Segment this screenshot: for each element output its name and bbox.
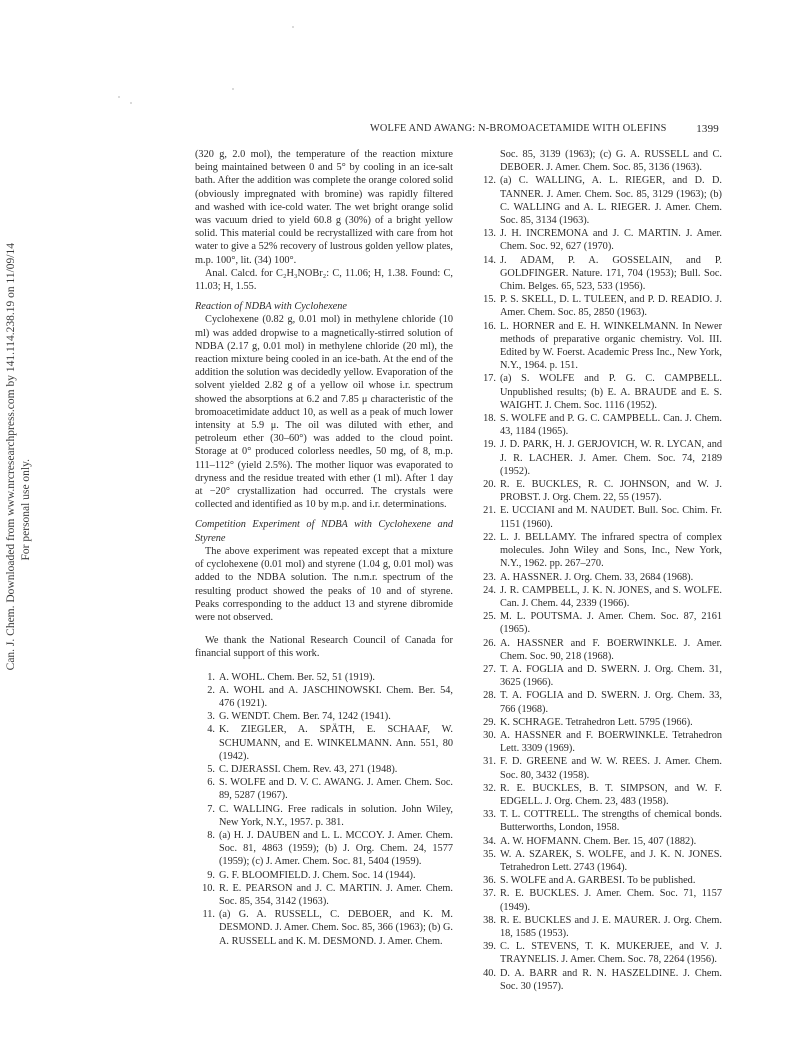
reference-number: 38. bbox=[483, 914, 496, 926]
reference-number: 25. bbox=[483, 611, 496, 623]
reference-entry bbox=[476, 531, 722, 571]
reference-text: W. A. SZAREK, S. WOLFE, and J. K. N. JONES. Tetrahedron Lett. 2743 (1964). bbox=[500, 848, 722, 873]
acknowledgment: We thank the National Research Council of Canada for financial support of this work. bbox=[195, 635, 453, 660]
reference-entry bbox=[476, 571, 722, 584]
reference-entry bbox=[476, 848, 722, 874]
reference-text: R. E. BUCKLES. J. Amer. Chem. Soc. 71, 1157 (1949). bbox=[500, 888, 722, 913]
reference-entry bbox=[476, 940, 722, 966]
reference-number: 35. bbox=[483, 848, 496, 860]
reference-list-right bbox=[476, 174, 722, 993]
reference-number: 7. bbox=[207, 803, 215, 815]
reference-list-left bbox=[195, 671, 453, 948]
reference-number: 40. bbox=[483, 967, 496, 979]
reference-entry bbox=[195, 908, 453, 948]
reference-entry bbox=[476, 835, 722, 848]
reference-text: P. S. SKELL, D. L. TULEEN, and P. D. READIO. J. Amer. Chem. Soc. 85, 2850 (1963). bbox=[500, 294, 722, 319]
running-title: WOLFE AND AWANG: N-BROMOACETAMIDE WITH OLEFINS bbox=[370, 123, 667, 134]
reference-entry bbox=[476, 478, 722, 504]
reference-entry bbox=[476, 874, 722, 887]
reference-number: 37. bbox=[483, 888, 496, 900]
reference-entry bbox=[195, 882, 453, 908]
reference-text: A. W. HOFMANN. Chem. Ber. 15, 407 (1882). bbox=[500, 835, 697, 847]
reference-text: A. HASSNER. J. Org. Chem. 33, 2684 (1968). bbox=[500, 571, 694, 583]
reference-number: 4. bbox=[207, 724, 215, 736]
reference-number: 24. bbox=[483, 584, 496, 596]
reference-continuation-text: Soc. 85, 3139 (1963); (c) G. A. RUSSELL and C. DEBOER. J. Amer. Chem. Soc. 85, 3136 (1963). bbox=[500, 149, 722, 174]
reference-entry bbox=[476, 610, 722, 636]
section-heading-competition: Competition Experiment of NDBA with Cyclohexene and Styrene bbox=[195, 519, 453, 544]
reference-text: J. ADAM, P. A. GOSSELAIN, and P. GOLDFINGER. Nature. 171, 704 (1953); Bull. Soc. Chim. Belges. 65, 523, 533 (1956). bbox=[500, 254, 722, 293]
reference-entry bbox=[476, 320, 722, 373]
reference-entry bbox=[195, 684, 453, 710]
reference-text: E. UCCIANI and M. NAUDET. Bull. Soc. Chim. Fr. 1151 (1960). bbox=[500, 505, 722, 530]
download-watermark bbox=[4, 242, 34, 670]
reference-entry bbox=[476, 689, 722, 715]
reference-text: J. D. PARK, H. J. GERJOVICH, W. R. LYCAN, and J. R. LACHER. J. Amer. Chem. Soc. 74, 2189 (1952). bbox=[500, 439, 722, 477]
reference-number: 2. bbox=[207, 684, 215, 696]
reference-text: A. HASSNER and F. BOERWINKLE. J. Amer. Chem. Soc. 90, 218 (1968). bbox=[500, 637, 722, 662]
reference-entry bbox=[476, 755, 722, 781]
reference-continuation bbox=[476, 148, 722, 174]
running-header bbox=[195, 123, 719, 137]
reference-text: R. E. BUCKLES, B. T. SIMPSON, and W. F. EDGELL. J. Org. Chem. 23, 483 (1958). bbox=[500, 782, 722, 807]
section-body-cyclohexene: Cyclohexene (0.82 g, 0.01 mol) in methylene chloride (10 ml) was added dropwise to a magnetically-stirred solution of NDBA (2.17 g, 0.01 mol) in methylene chloride (20 ml), the reaction mixture being cooled in an ice-bath. At the end of the addition the solution was decidedly yellow. Evaporation of the solvent yielded 2.82 g of a yellow oil whose i.r. spectrum showed the absorptions at 6.2 and 7.85 μ characteristic of the bromoacetimidate adduct 10, as well as a peak of much lower intensity at 5.9 μ. The oil was diluted with ether, and petroleum ether (30–60°) was added to the cloud point. Storage at 0° produced colorless needles, 50 mg, of 8, m.p. 111–112° (yield 2.5%). The mother liquor was evaporated to dryness and the residue treated with ether (1 ml). After 1 day at −20° crystallization had occurred. The crystals were collected and identified as 10 by m.p. and i.r. determinations. bbox=[195, 314, 453, 511]
section-body-competition: The above experiment was repeated except that a mixture of cyclohexene (0.01 mol) and styrene (1.04 g, 0.01 mol) was added to the NDBA solution. The n.m.r. spectrum of the resulting product showed the peaks of 10 and of styrene. Peaks corresponding to the adduct 13 and styrene dibromide were not observed. bbox=[195, 545, 453, 623]
reference-text: J. H. INCREMONA and J. C. MARTIN. J. Amer. Chem. Soc. 92, 627 (1970). bbox=[500, 228, 722, 253]
section-heading-cyclohexene: Reaction of NDBA with Cyclohexene bbox=[195, 301, 347, 313]
reference-entry bbox=[195, 763, 453, 776]
reference-text: D. A. BARR and R. N. HASZELDINE. J. Chem. Soc. 30 (1957). bbox=[500, 967, 722, 992]
reference-number: 34. bbox=[483, 835, 496, 847]
reference-text: S. WOLFE and D. V. C. AWANG. J. Amer. Chem. Soc. 89, 5287 (1967). bbox=[219, 777, 453, 802]
reference-number: 26. bbox=[483, 637, 496, 649]
reference-entry bbox=[195, 803, 453, 829]
reference-text: G. F. BLOOMFIELD. J. Chem. Soc. 14 (1944). bbox=[219, 869, 416, 881]
reference-number: 1. bbox=[207, 671, 215, 683]
reference-number: 28. bbox=[483, 690, 496, 702]
analysis-paragraph: Anal. Calcd. for C₂H₃NOBr₂: C, 11.06; H, 1.38. Found: C, 11.03; H, 1.55. bbox=[195, 267, 453, 293]
reference-number: 23. bbox=[483, 571, 496, 583]
reference-text: (a) H. J. DAUBEN and L. L. MCCOY. J. Amer. Chem. Soc. 81, 4863 (1959); (b) J. Org. Chem. 24, 1577 (1959); (c) J. Amer. Chem. Soc. 81, 5404 (1959). bbox=[219, 829, 453, 868]
page-number: 1399 bbox=[696, 123, 719, 135]
reference-text: G. WENDT. Chem. Ber. 74, 1242 (1941). bbox=[219, 711, 391, 723]
reference-number: 19. bbox=[483, 439, 496, 451]
reference-entry bbox=[476, 637, 722, 663]
reference-number: 36. bbox=[483, 875, 496, 887]
intro-paragraph: (320 g, 2.0 mol), the temperature of the reaction mixture being maintained between 0 and 5° by cooling in an ice-salt bath. After the addition was complete the orange colored solid (obviously impregnated with bromine) was rapidly filtered and washed with ice-cold water. The wet bright orange solid was vacuum dried to yield 60.8 g (30%) of a bright yellow solid. This material could be recrystallized with care from hot water to give a 52% recovery of lustrous golden yellow plates, m.p. 100°, lit. (34) 100°. bbox=[195, 149, 453, 266]
reference-entry bbox=[476, 914, 722, 940]
reference-entry bbox=[476, 967, 722, 993]
reference-number: 21. bbox=[483, 505, 496, 517]
reference-text: R. E. BUCKLES and J. E. MAURER. J. Org. Chem. 18, 1585 (1953). bbox=[500, 914, 722, 939]
reference-entry bbox=[476, 372, 722, 412]
reference-number: 11. bbox=[202, 909, 215, 921]
reference-text: C. L. STEVENS, T. K. MUKERJEE, and V. J. TRAYNELIS. J. Amer. Chem. Soc. 78, 2264 (1956). bbox=[500, 941, 722, 966]
reference-text: (a) S. WOLFE and P. G. C. CAMPBELL. Unpublished results; (b) E. A. BRAUDE and E. S. WAIGHT. J. Chem. Soc. 1116 (1952). bbox=[500, 373, 722, 411]
scan-speck bbox=[130, 102, 132, 104]
reference-entry bbox=[476, 782, 722, 808]
reference-text: (a) G. A. RUSSELL, C. DEBOER, and K. M. DESMOND. J. Amer. Chem. Soc. 85, 366 (1963); (b) G. A. RUSSELL and K. M. DESMOND. J. Amer. Chem. bbox=[219, 909, 453, 947]
reference-text: A. HASSNER and F. BOERWINKLE. Tetrahedron Lett. 3309 (1969). bbox=[500, 729, 722, 755]
reference-entry bbox=[476, 504, 722, 530]
reference-number: 9. bbox=[207, 869, 215, 881]
scan-speck bbox=[232, 88, 234, 90]
reference-entry bbox=[195, 710, 453, 723]
reference-number: 15. bbox=[483, 294, 496, 306]
reference-number: 32. bbox=[483, 782, 496, 794]
reference-entry bbox=[476, 174, 722, 227]
reference-entry bbox=[476, 227, 722, 253]
reference-number: 13. bbox=[483, 228, 496, 240]
reference-entry bbox=[476, 716, 722, 729]
reference-entry bbox=[476, 584, 722, 610]
reference-text: M. L. POUTSMA. J. Amer. Chem. Soc. 87, 2161 (1965). bbox=[500, 611, 722, 636]
reference-text: T. A. FOGLIA and D. SWERN. J. Org. Chem. 31, 3625 (1966). bbox=[500, 663, 722, 689]
left-column bbox=[195, 148, 453, 948]
reference-text: S. WOLFE and P. G. C. CAMPBELL. Can. J. Chem. 43, 1184 (1965). bbox=[500, 413, 722, 438]
reference-text: L. HORNER and E. H. WINKELMANN. In Newer methods of preparative organic chemistry. Vol. III. Edited by W. Foerst. Academic Press Inc., New York, N.Y., 1964. p. 151. bbox=[500, 320, 722, 372]
reference-text: S. WOLFE and A. GARBESI. To be published. bbox=[500, 875, 696, 887]
reference-text: K. SCHRAGE. Tetrahedron Lett. 5795 (1966). bbox=[500, 716, 693, 728]
reference-text: J. R. CAMPBELL, J. K. N. JONES, and S. WOLFE. Can. J. Chem. 44, 2339 (1966). bbox=[500, 584, 722, 609]
reference-entry bbox=[476, 438, 722, 478]
reference-number: 17. bbox=[483, 373, 496, 385]
reference-number: 33. bbox=[483, 809, 496, 821]
reference-number: 16. bbox=[483, 320, 496, 332]
reference-text: F. D. GREENE and W. W. REES. J. Amer. Chem. Soc. 80, 3432 (1958). bbox=[500, 756, 722, 781]
reference-number: 14. bbox=[483, 254, 496, 266]
reference-text: K. ZIEGLER, A. SPÄTH, E. SCHAAF, W. SCHUMANN, and E. WINKELMANN. Ann. 551, 80 (1942). bbox=[219, 724, 453, 762]
reference-text: A. WOHL and A. JASCHINOWSKI. Chem. Ber. 54, 476 (1921). bbox=[219, 684, 453, 709]
reference-number: 22. bbox=[483, 531, 496, 543]
reference-entry bbox=[195, 776, 453, 802]
reference-number: 30. bbox=[483, 729, 496, 741]
reference-entry bbox=[476, 729, 722, 755]
reference-number: 27. bbox=[483, 663, 496, 675]
reference-entry bbox=[195, 829, 453, 869]
reference-text: T. L. COTTRELL. The strengths of chemical bonds. Butterworths, London, 1958. bbox=[500, 809, 722, 834]
personal-use-line: For personal use only. bbox=[20, 458, 32, 560]
reference-text: (a) C. WALLING, A. L. RIEGER, and D. D. TANNER. J. Amer. Chem. Soc. 85, 3129 (1963); (b) C. WALLING and A. L. RIEGER. J. Amer. Chem. Soc. 85, 3134 (1963). bbox=[500, 175, 722, 227]
reference-number: 20. bbox=[483, 479, 496, 491]
reference-number: 5. bbox=[207, 763, 215, 775]
scan-speck bbox=[292, 26, 294, 28]
reference-text: C. DJERASSI. Chem. Rev. 43, 271 (1948). bbox=[219, 763, 398, 775]
reference-number: 12. bbox=[483, 175, 496, 187]
reference-text: C. WALLING. Free radicals in solution. John Wiley, New York, N.Y., 1957. p. 381. bbox=[219, 803, 453, 828]
reference-entry bbox=[195, 869, 453, 882]
scan-speck bbox=[118, 96, 120, 98]
reference-entry bbox=[476, 293, 722, 319]
reference-number: 10. bbox=[202, 882, 215, 894]
reference-entry bbox=[195, 723, 453, 763]
reference-text: R. E. PEARSON and J. C. MARTIN. J. Amer. Chem. Soc. 85, 354, 3142 (1963). bbox=[219, 882, 453, 907]
reference-entry bbox=[195, 671, 453, 684]
reference-entry bbox=[476, 887, 722, 913]
reference-entry bbox=[476, 663, 722, 689]
reference-number: 18. bbox=[483, 413, 496, 425]
right-column bbox=[476, 148, 722, 993]
reference-text: R. E. BUCKLES, R. C. JOHNSON, and W. J. PROBST. J. Org. Chem. 22, 55 (1957). bbox=[500, 479, 722, 504]
reference-entry bbox=[476, 412, 722, 438]
reference-number: 31. bbox=[483, 756, 496, 768]
reference-entry bbox=[476, 254, 722, 294]
download-info-line: Can. J. Chem. Downloaded from www.nrcresearchpress.com by 141.114.238.19 on 11/09/14 bbox=[5, 242, 17, 670]
reference-number: 29. bbox=[483, 716, 496, 728]
reference-number: 6. bbox=[207, 777, 215, 789]
reference-text: T. A. FOGLIA and D. SWERN. J. Org. Chem. 33, 766 (1968). bbox=[500, 690, 722, 715]
reference-entry bbox=[476, 808, 722, 834]
reference-text: L. J. BELLAMY. The infrared spectra of complex molecules. John Wiley and Sons, Inc., New York, N.Y., 1962. pp. 267–270. bbox=[500, 531, 722, 570]
reference-number: 8. bbox=[207, 829, 215, 841]
reference-number: 39. bbox=[483, 941, 496, 953]
reference-text: A. WOHL. Chem. Ber. 52, 51 (1919). bbox=[219, 671, 375, 683]
reference-number: 3. bbox=[207, 711, 215, 723]
